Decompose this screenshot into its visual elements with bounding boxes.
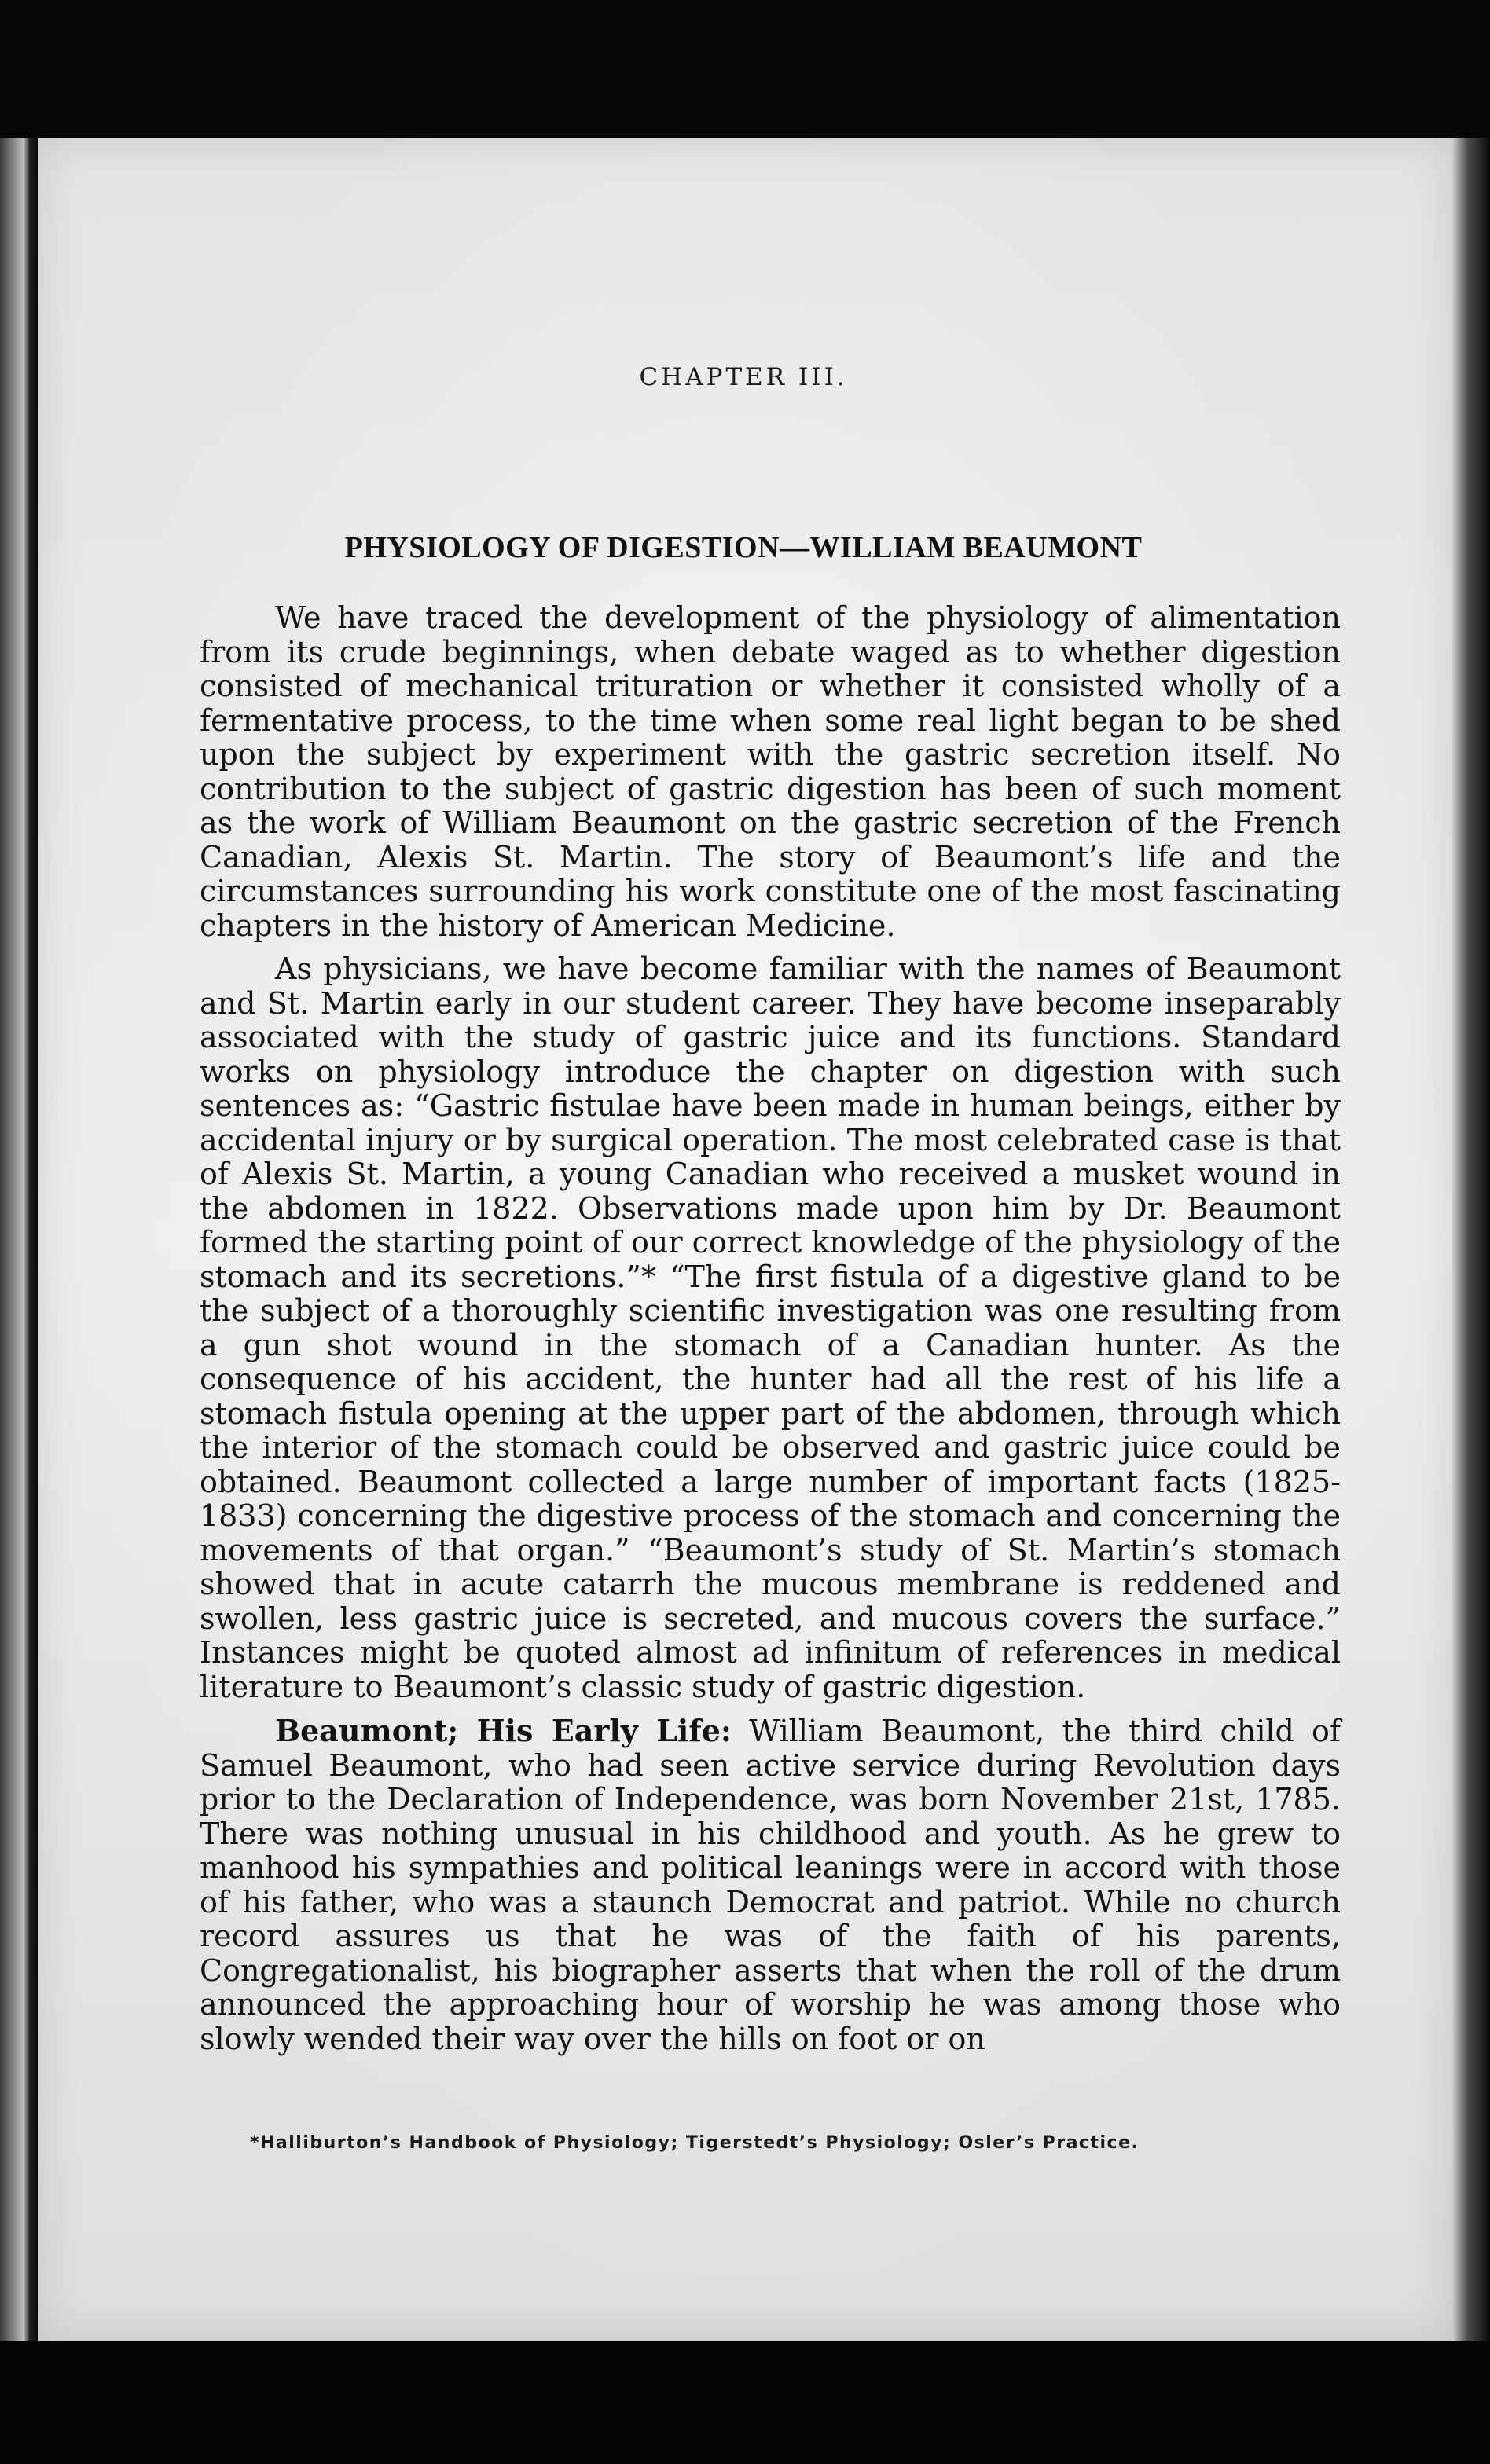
scan-border-top <box>0 0 1490 138</box>
paragraph-intro-text: We have traced the development of the physiology of alimentation from its crude beginnings, when debate waged as to whether digestion consisted of mechanical trituration or whether it consisted wholly of a fermentative process, to the time when some real light began to be shed upon the subject by experiment with the gastric secretion itself. No contribution to the subject of gastric digestion has been of such moment as the work of William Beaumont on the gastric secretion of the French Canadian, Alexis St. Martin. The story of Beaumont’s life and the circumstances surrounding his work constitute one of the most fascinating chapters in the history of American Medicine. <box>200 600 1341 943</box>
page-right-edge <box>1452 138 1490 2341</box>
body-text <box>200 601 1341 2066</box>
paragraph-physicians-text: As physicians, we have become familiar with the names of Beaumont and St. Martin early in our student career. They have become inseparably associated with the study of gastric juice and its functions. Standard works on physiology introduce the chapter on digestion with such sentences as: “Gastric fistulae have been made in human beings, either by accidental injury or by surgical operation. The most celebrated case is that of Alexis St. Martin, a young Canadian who received a musket wound in the abdomen in 1822. Observations made upon him by Dr. Beaumont formed the starting point of our correct knowledge of the physiology of the stomach and its secretions.”* “The first fistula of a digestive gland to be the subject of a thoroughly scientific investigation was one resulting from a gun shot wound in the stomach of a Canadian hunter. As the consequence of his accident, the hunter had all the rest of his life a stomach fistula opening at the upper part of the abdomen, through which the interior of the stomach could be observed and gastric juice could be obtained. Beaumont collected a large number of important facts (1825-1833) concerning the digestive process of the stomach and concerning the movements of that organ.” “Beaumont’s study of St. Martin’s stomach showed that in acute catarrh the mucous membrane is reddened and swollen, less gastric juice is secreted, and mucous covers the surface.” Instances might be quoted almost ad infinitum of references in medical literature to Beaumont’s classic study of gastric digestion. <box>200 952 1341 1704</box>
book-spine-edge <box>0 138 38 2341</box>
book-page <box>38 138 1452 2341</box>
paragraph-early-life <box>200 1714 1341 2056</box>
scan-border-bottom <box>0 2341 1490 2464</box>
paragraph-physicians <box>200 952 1341 1704</box>
paragraph-early-life-text: William Beaumont, the third child of Samuel Beaumont, who had seen active service during Revolution days prior to the Declaration of Independence, was born November 21st, 1785. There was nothing unusual in his childhood and youth. As he grew to manhood his sympathies and political leanings were in accord with those of his father, who was a staunch Democrat and patriot. While no church record assures us that he was of the faith of his parents, Congregationalist, his biographer asserts that when the roll of the drum announced the approaching hour of worship he was among those who slowly wended their way over the hills on foot or on <box>200 1714 1341 2056</box>
chapter-title: PHYSIOLOGY OF DIGESTION—WILLIAM BEAUMONT <box>344 531 1143 564</box>
footnote: *Halliburton’s Handbook of Physiology; Tigerstedt’s Physiology; Osler’s Practice. <box>250 2133 1140 2153</box>
section-run-in-heading: Beaumont; His Early Life: <box>275 1713 732 1748</box>
paragraph-intro <box>200 601 1341 943</box>
chapter-heading: CHAPTER III. <box>639 363 848 391</box>
